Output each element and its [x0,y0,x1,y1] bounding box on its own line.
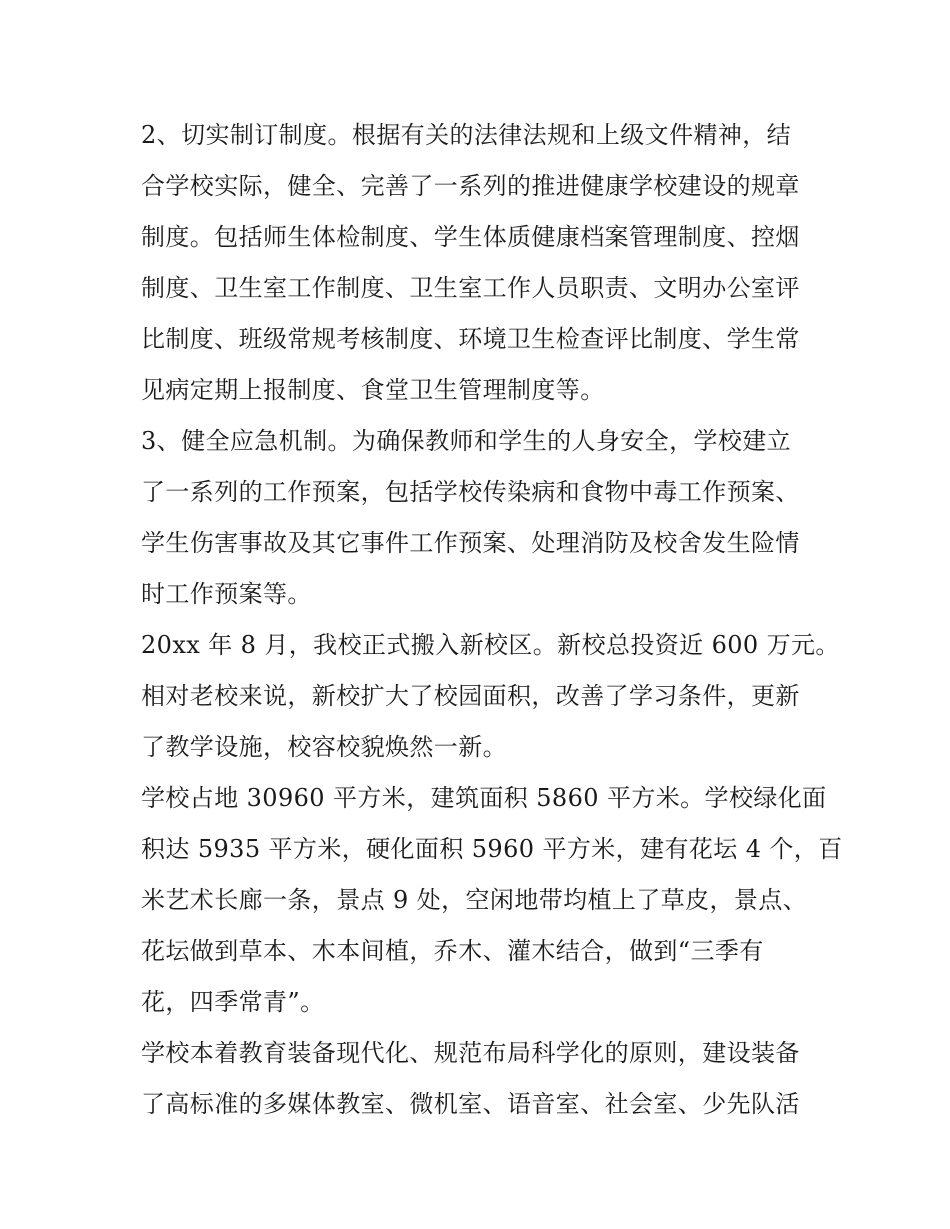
paragraph-new-campus [141,620,840,773]
text-line: 花，四季常青”。 [141,988,325,1016]
text-line: 3、健全应急机制。为确保教师和学生的人身安全，学校建立 [141,427,792,455]
text-line: 学校占地 30960 平方米，建筑面积 5860 平方米。学校绿化面 [141,784,827,812]
text-line: 制度。包括师生体检制度、学生体质健康档案管理制度、控烟 [141,223,800,251]
text-line: 了高标准的多媒体教室、微机室、语音室、社会室、少先队活 [141,1090,800,1118]
text-line: 了教学设施，校容校貌焕然一新。 [141,733,507,761]
text-line: 合学校实际，健全、完善了一系列的推进健康学校建设的规章 [141,172,800,200]
text-line: 学校本着教育装备现代化、规范布局科学化的原则，建设装备 [141,1039,800,1067]
text-line: 时工作预案等。 [141,580,312,608]
text-line: 20xx 年 8 月，我校正式搬入新校区。新校总投资近 600 万元。 [141,631,840,659]
paragraph-campus-area [141,773,843,1028]
text-line: 相对老校来说，新校扩大了校园面积，改善了学习条件，更新 [141,682,800,710]
text-line: 了一系列的工作预案，包括学校传染病和食物中毒工作预案、 [141,478,800,506]
text-line: 积达 5935 平方米，硬化面积 5960 平方米，建有花坛 4 个，百 [141,835,843,863]
paragraph-emergency-mechanism [141,416,816,620]
text-line: 制度、卫生室工作制度、卫生室工作人员职责、文明办公室评 [141,274,800,302]
text-line: 比制度、班级常规考核制度、环境卫生检查评比制度、学生常 [141,325,800,353]
document-body [141,110,843,1130]
text-line: 见病定期上报制度、食堂卫生管理制度等。 [141,376,605,404]
text-line: 2、切实制订制度。根据有关的法律法规和上级文件精神，结 [141,121,792,149]
text-line: 米艺术长廊一条，景点 9 处，空闲地带均植上了草皮，景点、 [141,886,808,914]
text-line: 花坛做到草本、木本间植，乔木、灌木结合，做到“三季有 [141,937,764,965]
paragraph-system-rules [141,110,816,416]
paragraph-equipment [141,1028,816,1130]
text-line: 学生伤害事故及其它事件工作预案、处理消防及校舍发生险情 [141,529,800,557]
